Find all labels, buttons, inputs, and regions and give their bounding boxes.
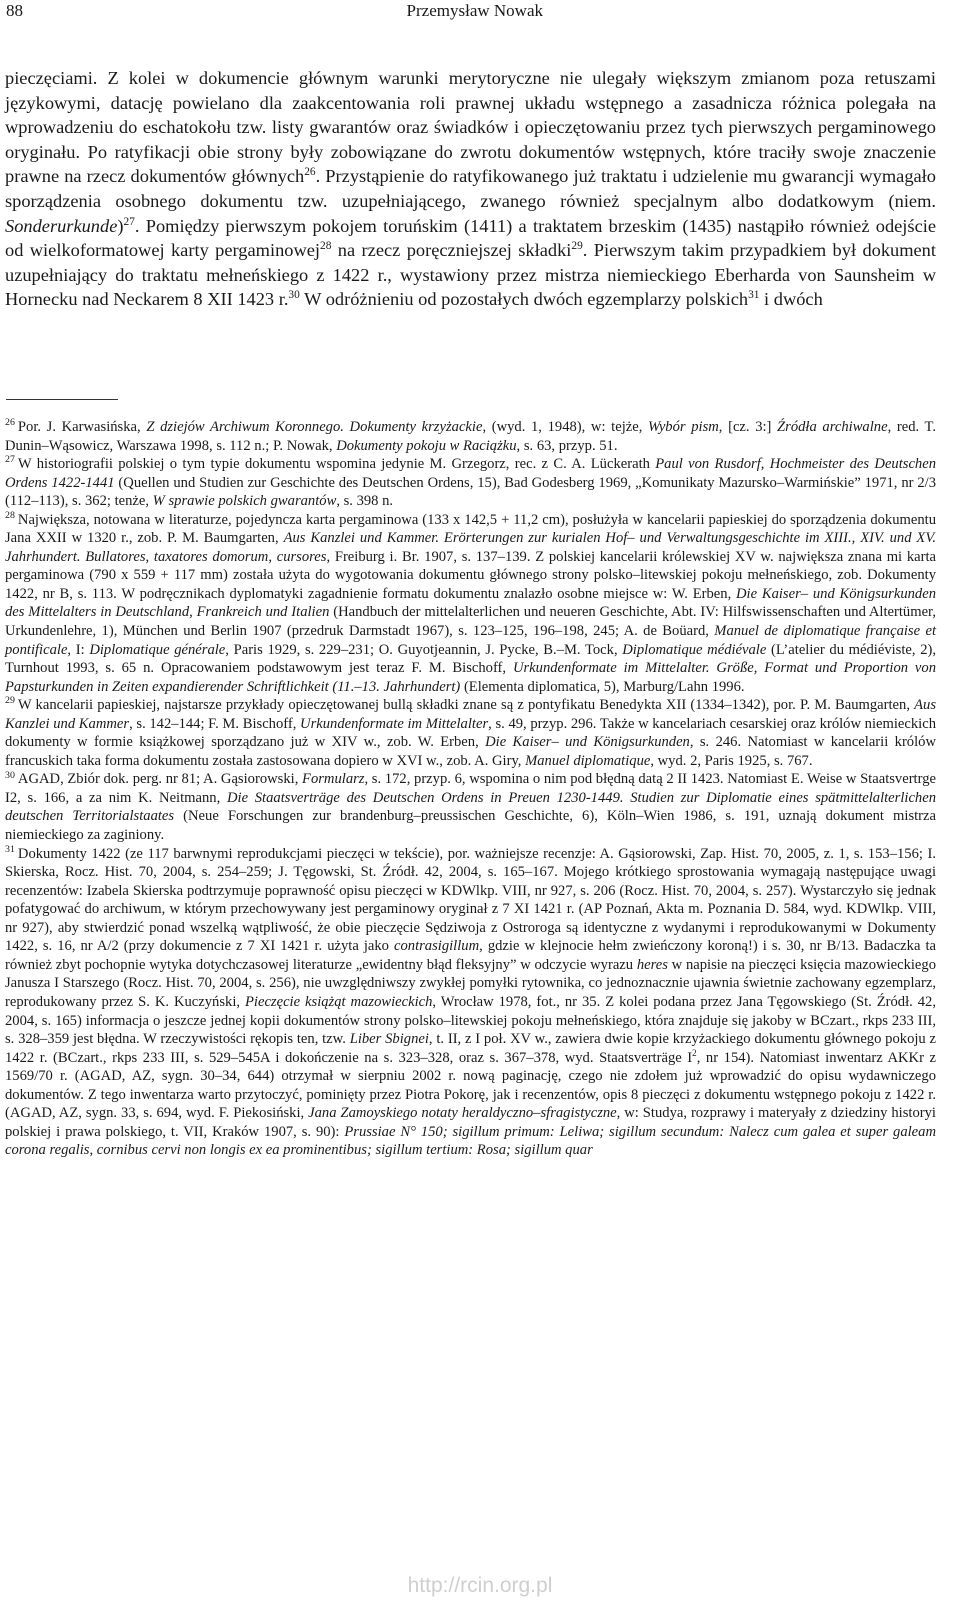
- footnote-number: 26: [5, 417, 15, 429]
- page-number: 88: [6, 1, 23, 20]
- footnote-29: [5, 696, 936, 770]
- footnote-separator: [6, 399, 118, 400]
- footnote-text: AGAD, Zbiór dok. perg. nr 81; A. Gąsiorowski, Formularz, s. 172, przyp. 6, wspomina o nim pod błędną datą 2 II 1423. Natomiast E. Weise w Staatsvertrge I2, s. 166, a za nim K. Neitmann, Die Staatsverträge des Deutschen Ordens in Preuen 1230-1449. Studien zur Diplomatie eines spätmittelalterlichen deutschen Territorialstaates (Neue Forschungen zur brandenburg–preussischen Geschichte, 6), Köln–Wien 1986, s. 191, uznają dokument mistrza niemieckiego za zaginiony.: [5, 771, 936, 844]
- footnote-text: Por. J. Karwasińska, Z dziejów Archiwum Koronnego. Dokumenty krzyżackie, (wyd. 1, 1948), w: tejże, Wybór pism, [cz. 3:] Źródła archiwalne, red. T. Dunin–Wąsowicz, Warszawa 1998, s. 112 n.; P. Nowak, Dokumenty pokoju w Raciążku, s. 63, przyp. 51.: [5, 419, 936, 454]
- footnote-text: Dokumenty 1422 (ze 117 barwnymi reprodukcjami pieczęci w tekście), por. ważniejsze recenzje: A. Gąsiorowski, Zap. Hist. 70, 2005, z. 1, s. 153–156; I. Skierska, Rocz. Hist. 70, 2004, s. 254–259; J. Tęgowski, St. Źródł. 42, 2004, s. 165–167. Mojego krótkiego sprostowania wymagają następujące uwagi recenzentów: Izabela Skierska podtrzymuje poprawność opisu pieczęci w KDWlkp. VIII, nr 927, s. 206 (Rocz. Hist. 70, 2004, s. 257). Wystarczyło się jednak pofatygować do archiwum, w którym przechowywany jest pergaminowy oryginał z 7 XI 1421 r. (AP Poznań, Akta m. Poznania D. 584, wyd. KDWlkp. VIII, nr 927), aby stwierdzić ponad wszelką wątpliwość, że obie pieczęcie Sędziwoja z Ostroroga są identyczne z wydanymi i reprodukowanymi w Dokumenty 1422, s. 16, nr A/2 (przy dokumencie z 7 XI 1421 r. użyta jako contrasigillum, gdzie w klejnocie hełm zwieńczony koroną!) i s. 30, nr B/13. Badaczka ta również zbyt pochopnie wytyka dotychczasowej literaturze „ewidentny błąd fleksyjny” w odczycie wyrazu heres w napisie na pieczęci księcia mazowieckiego Janusza I Starszego (Rocz. Hist. 70, 2004, s. 256), nie uwzględniwszy zwykłej pomyłki rytownika, co jednoznacznie ujawnia świetnie zachowany egzemplarz, reprodukowany przez S. K. Kuczyński, Pieczęcie książąt mazowieckich, Wrocław 1978, fot., nr 35. Z kolei podana przez Jana Tęgowskiego (St. Źródł. 42, 2004, s. 165) informacja o jeszcze jednej kopii dokumentów strony polsko–litewskiej pokoju mełneńskiego, która znajduje się jakoby w BCzart., rkps 233 III, s. 328–359 jest błędna. W rzeczywistości rękopis ten, tzw. Liber Sbignei, t. II, z I poł. XV w., zawiera dwie kopie krzyżackiego dokumentu głównego pokoju z 1422 r. (BCzart., rkps 233 III, s. 529–545A i dokończenie na s. 323–328, oraz s. 367–378, wyd. Staatsverträge $I^2$, nr 154). Natomiast inwentarz AKKr z 1569/70 r. (AGAD, AZ, sygn. 30–34, 644) otrzymał w sierpniu 2002 r. nową paginację, czego nie zdołem już wprowadzić do opisu wydawniczego dokumentów. Z tego inwentarza warto przytoczyć, pominięty przez Piotra Pokorę, jak i recenzentów, opis 8 pieczęci z dokumentu wstępnego pokoju z 1422 r. (AGAD, AZ, sygn. 33, s. 694, wyd. F. Piekosiński, Jana Zamoyskiego notaty heraldyczno–sfragistyczne, w: Studya, rozprawy i materyały z dziedziny historyi polskiej i prawa polskiego, t. VII, Kraków 1907, s. 90): Prussiae N° 150; sigillum primum: Leliwa; sigillum secundum: Nalecz cum galea et super galeam corona regalis, cornibus cervi non longis ex ea prominentibus; sigillum tertium: Rosa; sigillum quar: [5, 845, 937, 1159]
- page-header: [6, 0, 543, 24]
- footnote-30: [5, 770, 936, 844]
- footnote-27: [5, 455, 936, 511]
- footer-url: http://rcin.org.pl: [407, 1574, 553, 1597]
- footnote-number: 30: [5, 769, 15, 781]
- footnotes: [5, 418, 936, 1160]
- footnote-text: Największa, notowana w literaturze, pojedyncza karta pergaminowa (133 x 142,5 + 11,2 cm), posłużyła w kancelarii papieskiej do sporządzenia dokumentu Jana XXII w 1320 r., zob. P. M. Baumgarten, Aus Kanzlei und Kammer. Erörterungen zur kurialen Hof– und Verwaltungsgeschichte im XIII., XIV. und XV. Jahrhundert. Bullatores, taxatores domorum, cursores, Freiburg i. Br. 1907, s. 137–139. Z polskiej kancelarii królewskiej XV w. największa znana mi karta pergaminowa (790 x 559 + 117 mm) została użyta do wygotowania dokumentu głównego strony polsko–litewskiej pokoju mełneńskiego, zob. Dokumenty 1422, nr B, s. 113. W podręcznikach dyplomatyki zagadnienie formatu dokumentu znalazło osobne miejsce w: W. Erben, Die Kaiser– und Königsurkunden des Mittelalters in Deutschland, Frankreich und Italien (Handbuch der mittelalterlichen und neueren Geschichte, Abt. IV: Hilfswissenschaften und Altertümer, Urkundenlehre, 1), München und Berlin 1907 (przedruk Darmstadt 1967), s. 123–125, 196–198, 245; A. de Boüard, Manuel de diplomatique française et pontificale, I: Diplomatique générale, Paris 1929, s. 229–231; O. Guyotjeannin, J. Pycke, B.–M. Tock, Diplomatique médiévale (L’atelier du médiéviste, 2), Turnhout 1993, s. 65 n. Opracowaniem podstawowym jest teraz F. M. Bischoff, Urkundenformate im Mittelalter. Größe, Format und Proportion von Papsturkunden in Zeiten expandierender Schriftlichkeit (11.–13. Jahrhundert) (Elementa diplomatica, 5), Marburg/Lahn 1996.: [5, 511, 937, 695]
- main-text: [5, 66, 936, 312]
- footnote-31: [5, 845, 936, 1160]
- footnote-28: [5, 511, 936, 696]
- footnote-26: [5, 418, 936, 455]
- footnote-text: W kancelarii papieskiej, najstarsze przykłady opieczętowanej bullą składki znane są z pontyfikatu Benedykta XII (1334–1342), por. P. M. Baumgarten, Aus Kanzlei und Kammer, s. 142–144; F. M. Bischoff, Urkundenformate im Mittelalter, s. 49, przyp. 296. Także w kancelariach cesarskiej oraz królów niemieckich dokumenty w formie książkowej sporządzano już w XIV w., zob. W. Erben, Die Kaiser– und Königsurkunden, s. 246. Natomiast w kancelarii królów francuskich taka forma dokumentu została zastosowana dopiero w XVI w., zob. A. Giry, Manuel diplomatique, wyd. 2, Paris 1925, s. 767.: [5, 697, 936, 769]
- footnote-number: 27: [5, 454, 15, 466]
- body-paragraph: pieczęciami. Z kolei w dokumencie głównym warunki merytoryczne nie ulegały większym zmianom poza retuszami językowymi, datację powielano dla zaakcentowania roli prawnej układu wstępnego a zasadnicza różnica polegała na wprowadzeniu do eschatokołu tzw. listy gwarantów oraz świadków i opieczętowaniu przez tych pierwszych pergaminowego oryginału. Po ratyfikacji obie strony były zobowiązane do zwrotu dokumentów wstępnych, które traciły swoje znaczenie prawne na rzecz dokumentów głównych$^{26}$. Przystąpienie do ratyfikowanego już traktatu i udzielenie mu gwarancji wymagało sporządzenia osobnego dokumentu tzw. uzupełniającego, zwanego również specjalnym albo dodatkowym (niem. Sonderurkunde)$^{27}$. Pomiędzy pierwszym pokojem toruńskim (1411) a traktatem brzeskim (1435) nastąpiło również odejście od wielkoformatowej karty pergaminowej$^{28}$ na rzecz poręczniejszej składki$^{29}$. Pierwszym takim przypadkiem był dokument uzupełniający do traktatu mełneńskiego z 1422 r., wystawiony przez mistrza niemieckiego Eberharda von Saunsheim w Hornecku nad Neckarem 8 XII 1423 r.$^{30}$ W odróżnieniu od pozostałych dwóch egzemplarzy polskich$^{31}$ i dwóch: [5, 68, 936, 310]
- footnote-number: 29: [5, 695, 15, 707]
- running-head: Przemysław Nowak: [406, 1, 543, 20]
- footnote-number: 31: [5, 843, 15, 855]
- footnote-number: 28: [5, 509, 15, 521]
- footnote-text: W historiografii polskiej o tym typie dokumentu wspomina jedynie M. Grzegorz, rec. z C. A. Lückerath Paul von Rusdorf, Hochmeister des Deutschen Ordens 1422-1441 (Quellen und Studien zur Geschichte des Deutschen Ordens, 15), Bad Godesberg 1969, „Komunikaty Mazursko–Warmińskie” 1971, nr 2/3 (112–113), s. 362; tenże, W sprawie polskich gwarantów, s. 398 n.: [5, 456, 937, 510]
